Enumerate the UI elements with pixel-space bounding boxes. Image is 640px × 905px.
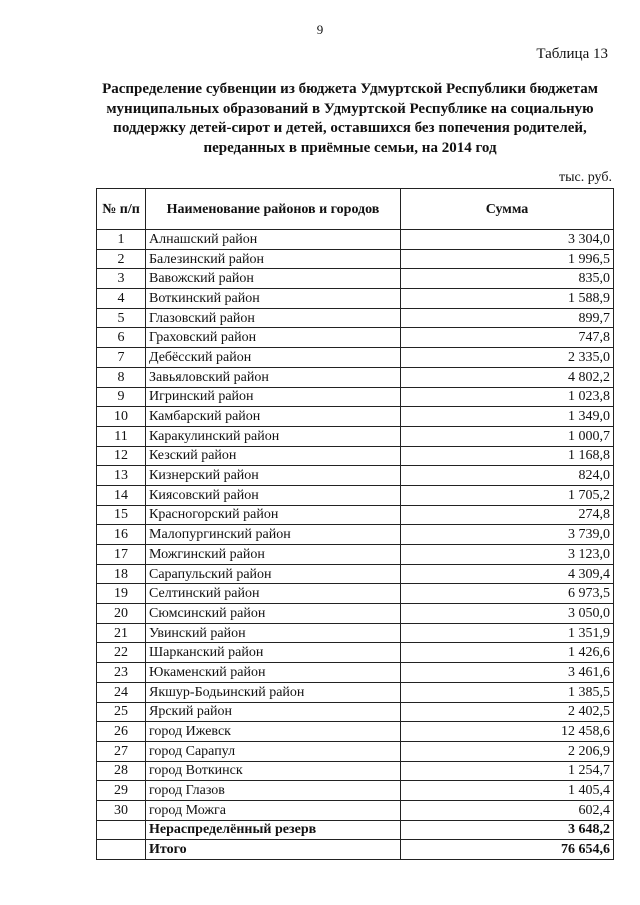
row-sum: 274,8 [401, 505, 614, 525]
table-row [97, 761, 614, 781]
row-number: 7 [97, 348, 146, 368]
row-sum: 1 405,4 [401, 781, 614, 801]
row-number: 2 [97, 249, 146, 269]
table-header-row [97, 189, 614, 230]
row-sum: 4 309,4 [401, 564, 614, 584]
subsidy-table [96, 188, 614, 860]
row-sum: 3 050,0 [401, 604, 614, 624]
table-row [97, 387, 614, 407]
row-number [97, 840, 146, 860]
row-name: Камбарский район [146, 407, 401, 427]
table-body [97, 230, 614, 860]
table-row [97, 584, 614, 604]
row-number: 20 [97, 604, 146, 624]
row-sum: 2 402,5 [401, 702, 614, 722]
row-name: Балезинский район [146, 249, 401, 269]
row-name: город Ижевск [146, 722, 401, 742]
row-number: 5 [97, 308, 146, 328]
row-name: Воткинский район [146, 289, 401, 309]
row-sum: 835,0 [401, 269, 614, 289]
row-sum: 1 996,5 [401, 249, 614, 269]
table-row [97, 348, 614, 368]
row-sum: 1 705,2 [401, 485, 614, 505]
table-row [97, 505, 614, 525]
row-number: 8 [97, 367, 146, 387]
table-row [97, 328, 614, 348]
row-name: Шарканский район [146, 643, 401, 663]
row-sum: 4 802,2 [401, 367, 614, 387]
row-name: Граховский район [146, 328, 401, 348]
table-row [97, 663, 614, 683]
row-name: город Сарапул [146, 741, 401, 761]
row-number: 17 [97, 545, 146, 565]
row-sum: 1 168,8 [401, 446, 614, 466]
row-number: 16 [97, 525, 146, 545]
row-name: Красногорский район [146, 505, 401, 525]
row-number: 24 [97, 682, 146, 702]
row-name: Дебёсский район [146, 348, 401, 368]
row-number: 22 [97, 643, 146, 663]
row-sum: 824,0 [401, 466, 614, 486]
row-sum: 1 000,7 [401, 426, 614, 446]
row-number: 18 [97, 564, 146, 584]
row-number: 9 [97, 387, 146, 407]
row-number: 15 [97, 505, 146, 525]
row-name: Сюмсинский район [146, 604, 401, 624]
row-name: Селтинский район [146, 584, 401, 604]
row-number: 28 [97, 761, 146, 781]
row-name: Вавожский район [146, 269, 401, 289]
row-name: Кезский район [146, 446, 401, 466]
table-row [97, 466, 614, 486]
row-sum: 12 458,6 [401, 722, 614, 742]
table-row [97, 249, 614, 269]
row-sum: 1 351,9 [401, 623, 614, 643]
row-name: Увинский район [146, 623, 401, 643]
row-name: Якшур-Бодьинский район [146, 682, 401, 702]
table-label: Таблица 13 [536, 46, 608, 62]
table-row [97, 407, 614, 427]
header-number: № п/п [97, 189, 146, 230]
row-sum: 1 023,8 [401, 387, 614, 407]
row-sum: 3 739,0 [401, 525, 614, 545]
table-row [97, 643, 614, 663]
row-sum: 76 654,6 [401, 840, 614, 860]
header-name: Наименование районов и городов [146, 189, 401, 230]
row-name: город Воткинск [146, 761, 401, 781]
row-number: 25 [97, 702, 146, 722]
row-sum: 1 588,9 [401, 289, 614, 309]
title-line-3: поддержку детей-сирот и детей, оставшихся без попечения родителей, [113, 120, 587, 136]
row-number: 4 [97, 289, 146, 309]
page-number: 9 [316, 22, 324, 37]
table-row [97, 682, 614, 702]
title-line-4: переданных в приёмные семьи, на 2014 год [203, 139, 497, 156]
row-sum: 1 426,6 [401, 643, 614, 663]
row-number: 27 [97, 741, 146, 761]
row-name: город Глазов [146, 781, 401, 801]
header-sum: Сумма [401, 189, 614, 230]
row-name: Игринский район [146, 387, 401, 407]
row-sum: 1 254,7 [401, 761, 614, 781]
row-sum: 2 206,9 [401, 741, 614, 761]
row-sum: 3 648,2 [401, 820, 614, 840]
table-row [97, 800, 614, 820]
table-row [97, 545, 614, 565]
row-number: 6 [97, 328, 146, 348]
total-row [97, 840, 614, 860]
row-sum: 3 461,6 [401, 663, 614, 683]
row-sum: 899,7 [401, 308, 614, 328]
row-number: 13 [97, 466, 146, 486]
row-name: Итого [146, 840, 401, 860]
row-number: 29 [97, 781, 146, 801]
table-row [97, 426, 614, 446]
row-name: Завьяловский район [146, 367, 401, 387]
table-row [97, 289, 614, 309]
row-sum: 747,8 [401, 328, 614, 348]
row-number: 12 [97, 446, 146, 466]
table-row [97, 269, 614, 289]
row-name: Сарапульский район [146, 564, 401, 584]
row-name: Ярский район [146, 702, 401, 722]
row-sum: 2 335,0 [401, 348, 614, 368]
row-number: 11 [97, 426, 146, 446]
table-row [97, 781, 614, 801]
row-number: 21 [97, 623, 146, 643]
row-number: 10 [97, 407, 146, 427]
document-title [70, 80, 630, 158]
row-number: 26 [97, 722, 146, 742]
table-row [97, 604, 614, 624]
table-row [97, 525, 614, 545]
row-name: Нераспределённый резерв [146, 820, 401, 840]
reserve-row [97, 820, 614, 840]
row-sum: 1 349,0 [401, 407, 614, 427]
table-row [97, 308, 614, 328]
row-name: город Можга [146, 800, 401, 820]
row-number: 19 [97, 584, 146, 604]
row-name: Киясовский район [146, 485, 401, 505]
row-number: 3 [97, 269, 146, 289]
row-name: Юкаменский район [146, 663, 401, 683]
row-number: 30 [97, 800, 146, 820]
table-row [97, 564, 614, 584]
row-sum: 602,4 [401, 800, 614, 820]
row-sum: 3 123,0 [401, 545, 614, 565]
table-row [97, 741, 614, 761]
row-sum: 6 973,5 [401, 584, 614, 604]
row-number: 1 [97, 230, 146, 250]
row-sum: 3 304,0 [401, 230, 614, 250]
row-name: Каракулинский район [146, 426, 401, 446]
table-row [97, 623, 614, 643]
row-name: Малопургинский район [146, 525, 401, 545]
units-label: тыс. руб. [559, 170, 612, 185]
table-row [97, 230, 614, 250]
table-row [97, 485, 614, 505]
table-row [97, 722, 614, 742]
row-number: 14 [97, 485, 146, 505]
row-name: Кизнерский район [146, 466, 401, 486]
table-row [97, 446, 614, 466]
row-number [97, 820, 146, 840]
row-sum: 1 385,5 [401, 682, 614, 702]
table-row [97, 702, 614, 722]
row-name: Можгинский район [146, 545, 401, 565]
row-name: Алнашский район [146, 230, 401, 250]
title-line-1: Распределение субвенции из бюджета Удмуртской Республики бюджетам [102, 81, 598, 97]
row-number: 23 [97, 663, 146, 683]
title-line-2: муниципальных образований в Удмуртской Республике на социальную [106, 100, 594, 117]
table-row [97, 367, 614, 387]
row-name: Глазовский район [146, 308, 401, 328]
